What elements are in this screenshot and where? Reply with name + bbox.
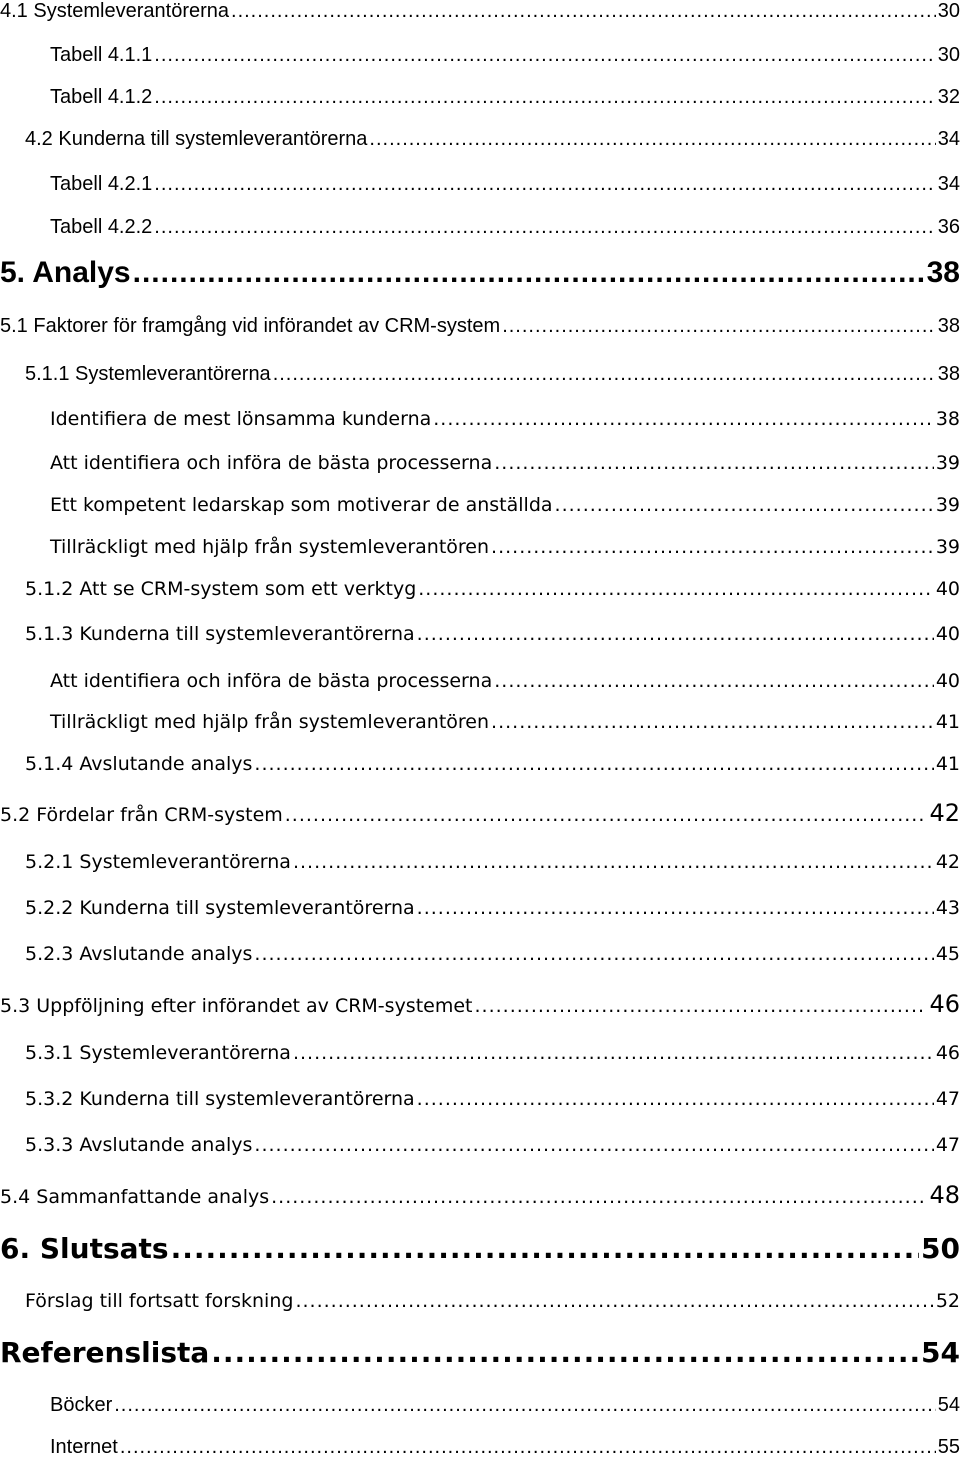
toc-entry-page: 41 <box>935 753 960 775</box>
toc-entry-label: Att identifiera och införa de bästa processerna <box>50 670 493 692</box>
toc-entry-label: Tabell 4.1.2 <box>50 86 153 108</box>
toc-entry-label: 5.3.1 Systemleverantörerna <box>25 1042 291 1064</box>
toc-leader-dots <box>418 578 934 600</box>
toc-entry-chapter[interactable] <box>0 256 960 290</box>
toc-entry[interactable] <box>0 128 960 151</box>
toc-entry-label: Ett kompetent ledarskap som motiverar de anställda <box>50 494 553 516</box>
toc-leader-dots <box>154 86 935 109</box>
toc-entry-label: Tabell 4.2.1 <box>50 173 153 195</box>
toc-leader-dots <box>293 851 934 873</box>
toc-entry-label: 5.2.3 Avslutande analys <box>25 943 253 965</box>
toc-leader-dots <box>211 1336 919 1369</box>
toc-entry-chapter[interactable] <box>0 1336 960 1369</box>
toc-entry-label: 5.3.2 Kunderna till systemleverantörerna <box>25 1088 415 1110</box>
toc-entry[interactable] <box>0 0 960 23</box>
toc-leader-dots <box>491 711 934 733</box>
toc-entry-page: 30 <box>937 44 960 66</box>
toc-leader-dots <box>475 995 928 1017</box>
toc-entry-page: 36 <box>937 216 960 238</box>
toc-entry[interactable] <box>0 851 960 873</box>
toc-entry[interactable] <box>0 799 960 827</box>
toc-leader-dots <box>120 1436 936 1459</box>
toc-entry-page: 38 <box>937 315 960 337</box>
toc-entry-page: 45 <box>935 943 960 965</box>
toc-leader-dots <box>293 1042 934 1064</box>
toc-entry[interactable] <box>0 711 960 733</box>
toc-entry-label: 5.1 Faktorer för framgång vid införandet av CRM-system <box>0 315 501 337</box>
toc-leader-dots <box>295 1290 933 1312</box>
toc-entry-label: Tillräckligt med hjälp från systemleverantören <box>50 711 490 733</box>
toc-leader-dots <box>417 623 934 645</box>
toc-entry-page: 34 <box>937 128 960 150</box>
toc-entry-page: 47 <box>935 1134 960 1156</box>
toc-entry-page: 55 <box>937 1436 960 1458</box>
toc-entry-label: 5.3.3 Avslutande analys <box>25 1134 253 1156</box>
toc-leader-dots <box>154 173 935 196</box>
toc-entry[interactable] <box>0 1042 960 1064</box>
toc-entry[interactable] <box>0 623 960 645</box>
toc-entry-page: 42 <box>929 799 960 827</box>
toc-entry-label: Tabell 4.1.1 <box>50 44 153 66</box>
toc-entry[interactable] <box>0 753 960 775</box>
toc-leader-dots <box>273 363 936 386</box>
toc-entry-page: 38 <box>935 408 960 430</box>
toc-entry-label: Förslag till fortsatt forskning <box>25 1290 294 1312</box>
toc-entry-label: Tabell 4.2.2 <box>50 216 153 238</box>
toc-entry-label: Att identifiera och införa de bästa processerna <box>50 452 493 474</box>
toc-entry[interactable] <box>0 44 960 67</box>
toc-entry-page: 39 <box>935 536 960 558</box>
toc-leader-dots <box>114 1394 936 1417</box>
toc-entry-label: 5.1.2 Att se CRM-system som ett verktyg <box>25 578 417 600</box>
toc-entry-page: 42 <box>935 851 960 873</box>
toc-entry[interactable] <box>0 897 960 919</box>
toc-entry-label: 5.1.3 Kunderna till systemleverantörerna <box>25 623 415 645</box>
toc-entry-label: 5.4 Sammanfattande analys <box>0 1186 270 1208</box>
toc-leader-dots <box>133 256 925 290</box>
toc-entry-label: Referenslista <box>0 1336 210 1369</box>
toc-entry-page: 34 <box>937 173 960 195</box>
toc-entry[interactable] <box>0 1134 960 1156</box>
toc-entry[interactable] <box>0 1088 960 1110</box>
toc-entry-page: 32 <box>937 86 960 108</box>
toc-entry-label: 4.1 Systemleverantörerna <box>0 0 230 22</box>
toc-entry-page: 39 <box>935 452 960 474</box>
toc-entry[interactable] <box>0 173 960 196</box>
toc-entry[interactable] <box>0 536 960 558</box>
toc-leader-dots <box>154 44 935 67</box>
toc-leader-dots <box>171 1232 919 1265</box>
toc-entry-page: 39 <box>935 494 960 516</box>
toc-leader-dots <box>494 452 934 474</box>
toc-entry-page: 54 <box>937 1394 960 1416</box>
toc-entry-page: 30 <box>937 0 960 22</box>
toc-entry-page: 41 <box>935 711 960 733</box>
toc-leader-dots <box>254 1134 933 1156</box>
toc-entry[interactable] <box>0 578 960 600</box>
toc-entry-label: 5.2.2 Kunderna till systemleverantörerna <box>25 897 415 919</box>
toc-entry-page: 46 <box>929 990 960 1018</box>
toc-entry-chapter[interactable] <box>0 1232 960 1265</box>
toc-leader-dots <box>254 753 933 775</box>
toc-entry-label: 6. Slutsats <box>0 1232 169 1265</box>
toc-leader-dots <box>417 1088 934 1110</box>
toc-entry[interactable] <box>0 1394 960 1417</box>
toc-entry-page: 48 <box>929 1181 960 1209</box>
toc-entry[interactable] <box>0 86 960 109</box>
toc-entry-label: 4.2 Kunderna till systemleverantörerna <box>25 128 368 150</box>
toc-entry-page: 52 <box>935 1290 960 1312</box>
toc-entry[interactable] <box>0 1436 960 1459</box>
toc-leader-dots <box>433 408 934 430</box>
toc-leader-dots <box>254 943 933 965</box>
toc-entry-page: 40 <box>935 578 960 600</box>
toc-entry[interactable] <box>0 943 960 965</box>
toc-entry-page: 40 <box>935 670 960 692</box>
toc-entry-label: 5.1.4 Avslutande analys <box>25 753 253 775</box>
toc-entry-page: 38 <box>926 256 960 289</box>
toc-leader-dots <box>271 1186 927 1208</box>
toc-leader-dots <box>555 494 934 516</box>
toc-entry[interactable] <box>0 1290 960 1312</box>
toc-entry[interactable] <box>0 494 960 516</box>
toc-entry-page: 38 <box>937 363 960 385</box>
toc-entry[interactable] <box>0 452 960 474</box>
toc-entry-page: 40 <box>935 623 960 645</box>
toc-entry-label: 5.1.1 Systemleverantörerna <box>25 363 271 385</box>
toc-entry[interactable] <box>0 990 960 1018</box>
toc-entry-label: Böcker <box>50 1394 113 1416</box>
toc-entry[interactable] <box>0 408 960 430</box>
toc-entry-label: 5.2.1 Systemleverantörerna <box>25 851 291 873</box>
toc-entry-label: Identifiera de mest lönsamma kunderna <box>50 408 432 430</box>
toc-leader-dots <box>494 670 934 692</box>
toc-entry-label: Tillräckligt med hjälp från systemleverantören <box>50 536 490 558</box>
toc-entry-page: 47 <box>935 1088 960 1110</box>
toc-leader-dots <box>285 804 928 826</box>
toc-entry-label: 5.2 Fördelar från CRM-system <box>0 804 283 826</box>
toc-entry[interactable] <box>0 315 960 338</box>
toc-leader-dots <box>491 536 934 558</box>
toc-entry-page: 50 <box>921 1232 960 1265</box>
toc-leader-dots <box>417 897 934 919</box>
toc-entry[interactable] <box>0 363 960 386</box>
toc-entry-label: Internet <box>50 1436 118 1458</box>
toc-entry[interactable] <box>0 216 960 239</box>
toc-entry-page: 43 <box>935 897 960 919</box>
toc-leader-dots <box>154 216 935 239</box>
toc-entry[interactable] <box>0 1181 960 1209</box>
toc-leader-dots <box>231 0 936 23</box>
toc-entry[interactable] <box>0 670 960 692</box>
toc-entry-label: 5. Analys <box>0 256 131 289</box>
toc-entry-label: 5.3 Uppföljning efter införandet av CRM-systemet <box>0 995 473 1017</box>
toc-leader-dots <box>502 315 936 338</box>
toc-entry-page: 46 <box>935 1042 960 1064</box>
toc-entry-page: 54 <box>921 1336 960 1369</box>
toc-leader-dots <box>369 128 935 151</box>
